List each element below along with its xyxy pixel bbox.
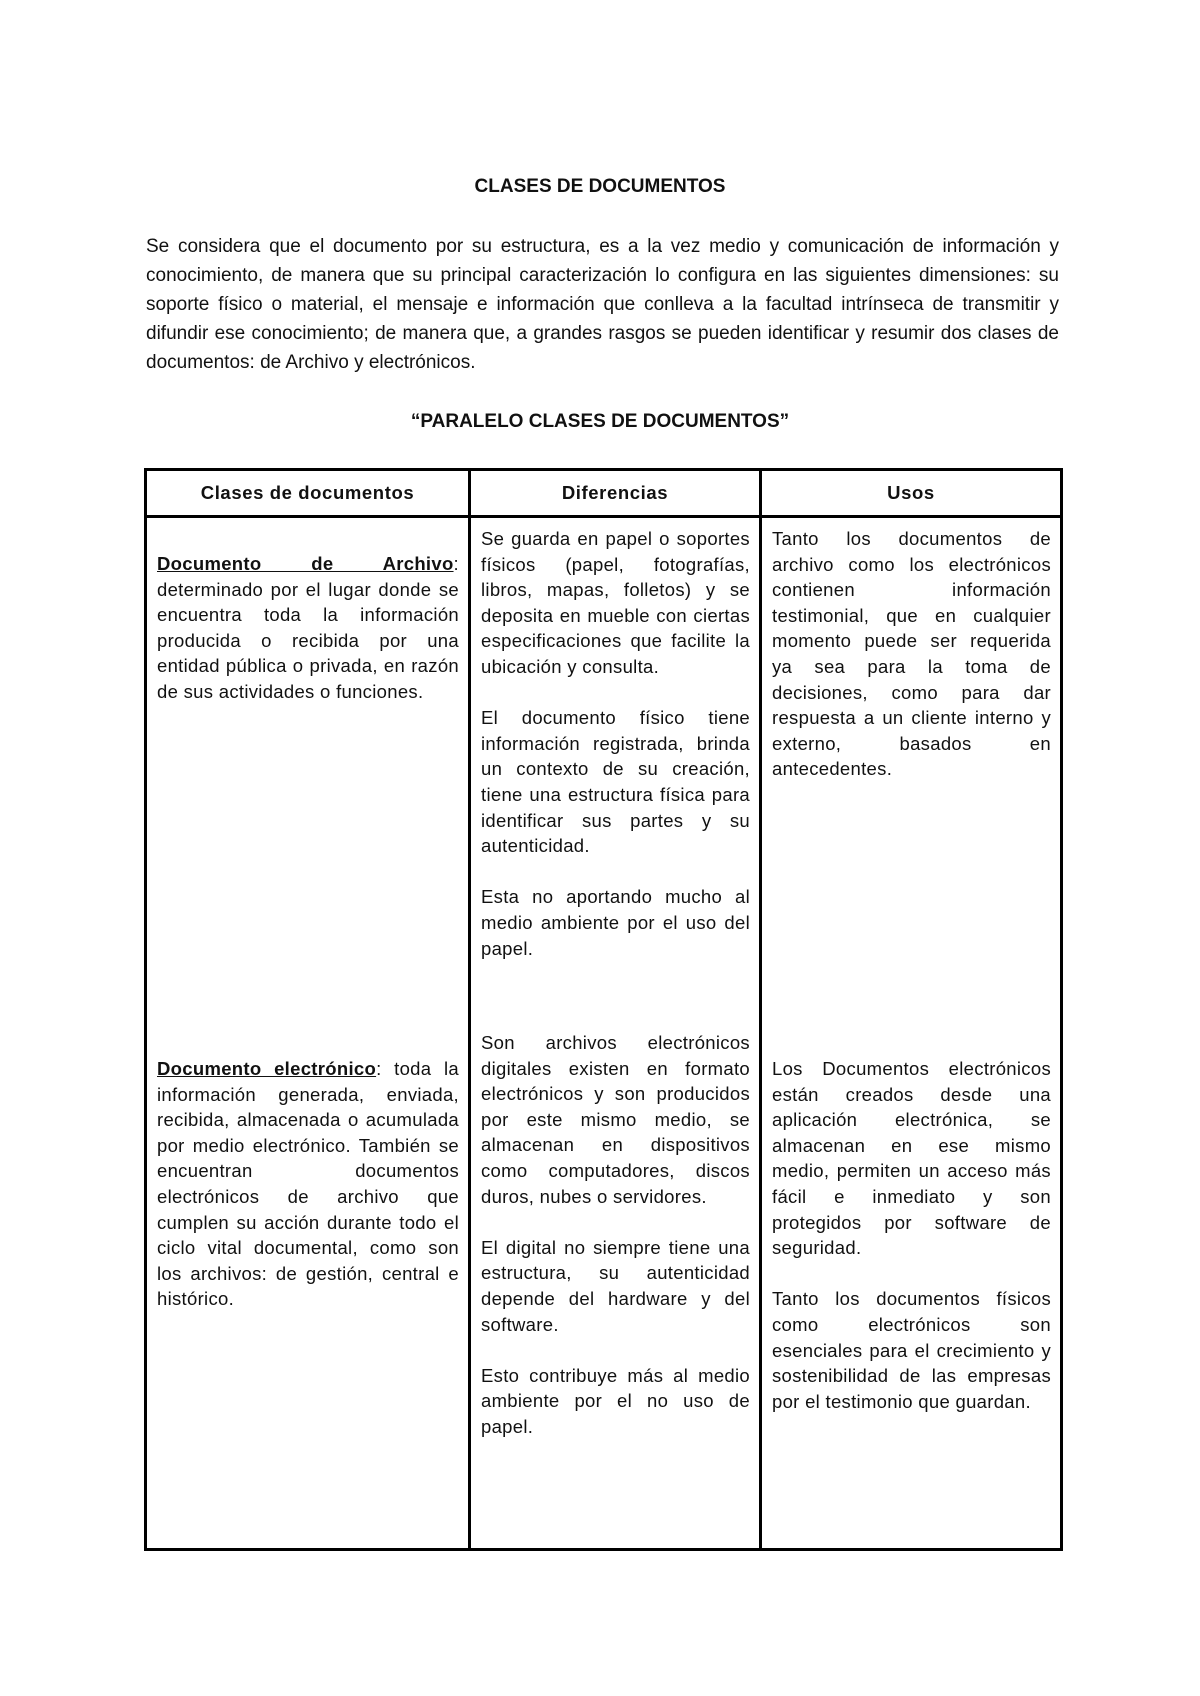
uso-paragraph: Los Documentos electrónicos están creados desde una aplicación electrónica, se almacenan en ese mismo medio, permiten un acceso más fácil e inmediato y son protegidos por software de seguridad. [772,1058,1051,1259]
table-title: “PARALELO CLASES DE DOCUMENTOS” [410,411,790,432]
header-usos: Usos [761,470,1062,517]
cell-clases [146,517,470,1550]
diferencia-paragraph: Son archivos electrónicos digitales existen en formato electrónicos y son producidos por este mismo medio, se almacenan en dispositivos como computadores, discos duros, nubes o servidores. [481,1032,750,1207]
diferencias-electronico [481,1030,750,1440]
clase-archivo-text: determinado por el lugar donde se encuentra toda la información producida o recibida por una entidad pública o privada, en razón de sus actividades o funciones. [157,578,459,702]
table-header-row [146,470,1062,517]
clase-electronico [157,1056,459,1312]
diferencia-paragraph: Esto contribuye más al medio ambiente por el no uso de papel. [481,1364,750,1437]
usos-archivo [772,526,1051,782]
comparison-table [144,468,1063,1551]
diferencia-paragraph: El digital no siempre tiene una estructura, su autenticidad depende del hardware y del software. [481,1236,750,1335]
term-separator: : [453,553,459,574]
cell-usos [761,517,1062,1550]
diferencia-paragraph: Esta no aportando mucho al medio ambiente por el uso del papel. [481,886,750,959]
document-title: CLASES DE DOCUMENTOS [474,176,726,197]
term-separator: : [376,1058,382,1079]
header-diferencias: Diferencias [470,470,761,517]
uso-paragraph: Tanto los documentos de archivo como los electrónicos contienen información testimonial, que en cualquier momento puede ser requerida ya sea para la toma de decisiones, como para dar respuesta a un cliente interno y externo, basados en antecedentes. [772,528,1051,780]
intro-paragraph: Se considera que el documento por su estructura, es a la vez medio y comunicación de información y conocimiento, de manera que su principal caracterización lo configura en las siguientes dimensiones: su soporte físico o material, el mensaje e información que conlleva a la facultad intrínseca de transmitir y difundir ese conocimiento; de manera que, a grandes rasgos se pueden identificar y resumir dos clases de documentos: de Archivo y electrónicos. [146,236,1059,373]
diferencia-paragraph: El documento físico tiene información registrada, brinda un contexto de su creación, tiene una estructura física para identificar sus partes y su autenticidad. [481,707,750,857]
usos-electronico [772,1056,1051,1414]
clase-archivo [157,551,459,705]
diferencia-paragraph: Se guarda en papel o soportes físicos (papel, fotografías, libros, mapas, folletos) y se deposita en mueble con ciertas especificaciones que facilite la ubicación y consulta. [481,528,750,677]
table-row [146,517,1062,1550]
clase-electronico-text: toda la información generada, enviada, recibida, almacenada o acumulada por medio electrónico. También se encuentran documentos electrónicos de archivo que cumplen su acción durante todo el ciclo vital documental, como son los archivos: de gestión, central e histórico. [157,1058,459,1310]
uso-paragraph: Tanto los documentos físicos como electrónicos son esenciales para el crecimiento y sostenibilidad de las empresas por el testimonio que guardan. [772,1288,1051,1412]
diferencias-archivo [481,526,750,961]
cell-diferencias [470,517,761,1550]
term-documento-archivo: Documento de Archivo [157,553,454,574]
term-documento-electronico: Documento electrónico [157,1058,377,1079]
header-clases: Clases de documentos [146,470,470,517]
